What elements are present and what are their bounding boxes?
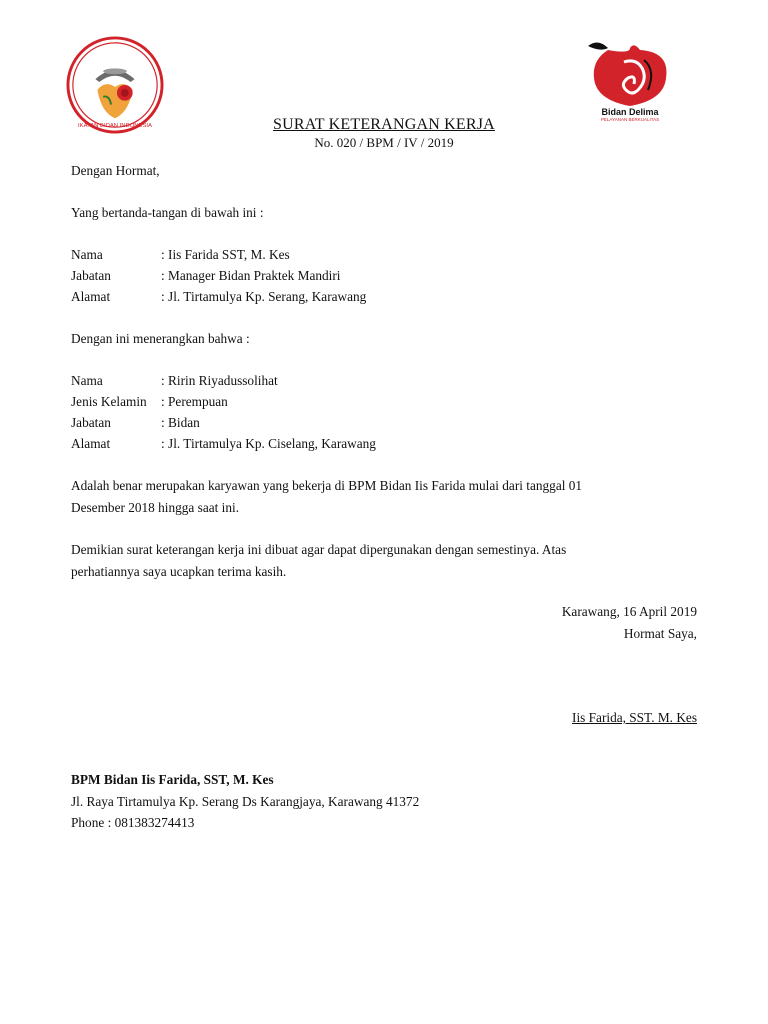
field-label: Alamat (71, 436, 111, 451)
signer-row-nama (71, 247, 290, 263)
field-label: Jenis Kelamin (71, 394, 147, 409)
footer-org: BPM Bidan Iis Farida, SST, M. Kes (71, 772, 274, 787)
field-label: Nama (71, 373, 103, 388)
field-value: : Jl. Tirtamulya Kp. Serang, Karawang (161, 289, 367, 304)
paragraph-2-line-2: perhatiannya saya ucapkan terima kasih. (71, 564, 287, 579)
greeting: Dengan Hormat, (71, 163, 160, 178)
footer-phone: Phone : 081383274413 (71, 815, 195, 830)
statement-intro: Dengan ini menerangkan bahwa : (71, 331, 250, 346)
right-logo-subcaption: PELAYANAN BERKUALITAS (600, 117, 660, 122)
field-label: Nama (71, 247, 103, 262)
letter-title: SURAT KETERANGAN KERJA (273, 116, 495, 133)
field-label: Jabatan (71, 415, 111, 430)
field-value: : Iis Farida SST, M. Kes (161, 247, 290, 262)
left-logo-caption: IKATAN BIDAN INDONESIA (78, 123, 152, 130)
signer-row-alamat (71, 289, 366, 305)
paragraph-2-line-1: Demikian surat keterangan kerja ini dibuat agar dapat dipergunakan dengan semestinya. Atas (71, 542, 567, 557)
field-value: : Perempuan (161, 394, 228, 409)
right-logo-caption: Bidan Delima (601, 107, 659, 117)
place-date: Karawang, 16 April 2019 (561, 604, 697, 619)
footer-address: Jl. Raya Tirtamulya Kp. Serang Ds Karangjaya, Karawang 41372 (71, 794, 420, 809)
employee-row-nama (71, 373, 278, 389)
field-value: : Ririn Riyadussolihat (161, 373, 278, 388)
paragraph-1-line-1: Adalah benar merupakan karyawan yang bekerja di BPM Bidan Iis Farida mulai dari tanggal 01 (71, 478, 583, 493)
regards: Hormat Saya, (623, 626, 697, 641)
signer-row-jabatan (71, 268, 340, 284)
letter-number: No. 020 / BPM / IV / 2019 (314, 135, 454, 150)
field-label: Jabatan (71, 268, 111, 283)
employee-row-jabatan (71, 415, 200, 431)
field-label: Alamat (71, 289, 111, 304)
field-value: : Manager Bidan Praktek Mandiri (161, 268, 341, 283)
employee-row-alamat (71, 436, 376, 452)
paragraph-1-line-2: Desember 2018 hingga saat ini. (71, 500, 240, 515)
bidan-delima-logo (584, 40, 676, 122)
employee-row-jenis-kelamin (71, 394, 228, 410)
signature-name: Iis Farida, SST. M. Kes (572, 710, 697, 725)
field-value: : Jl. Tirtamulya Kp. Ciselang, Karawang (161, 436, 376, 451)
field-value: : Bidan (161, 415, 200, 430)
signer-intro: Yang bertanda-tangan di bawah ini : (71, 205, 264, 220)
